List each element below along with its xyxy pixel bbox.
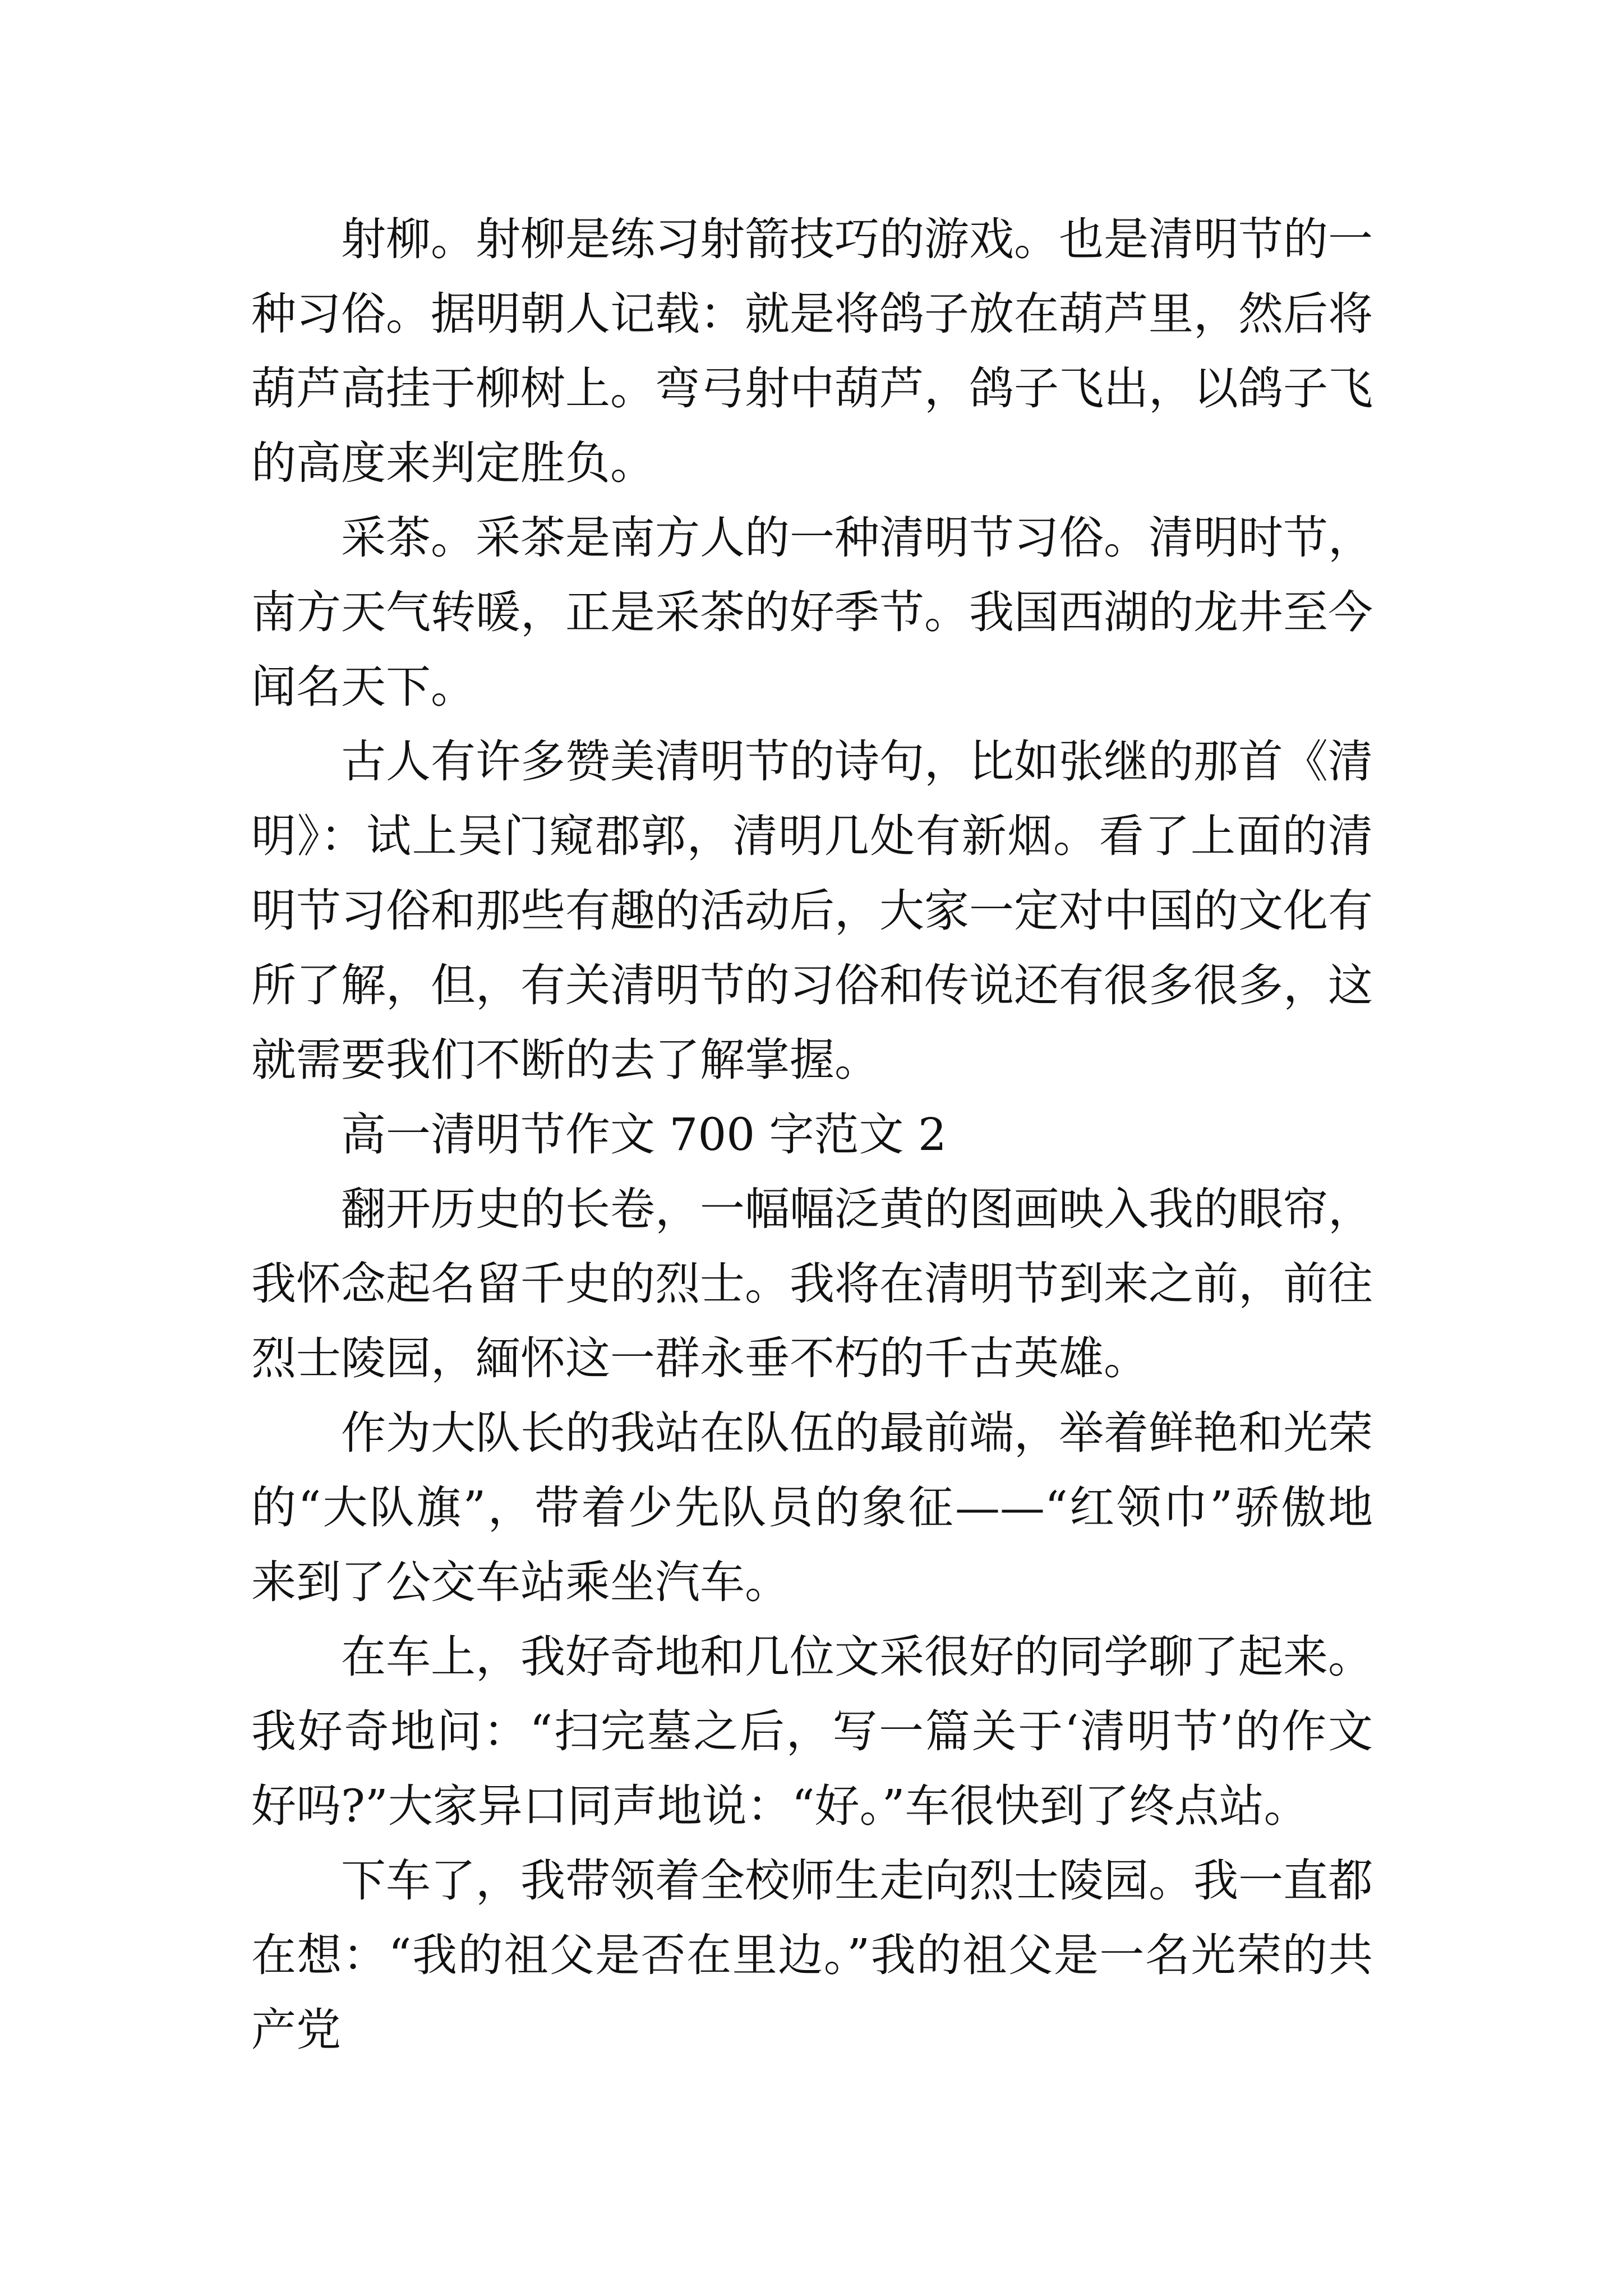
paragraph-cemetery: 下车了，我带领着全校师生走向烈士陵园。我一直都在想：“我的祖父是否在里边。”我的祖父是一名光荣的共产党: [251, 1855, 1373, 2056]
document-body: [251, 202, 1373, 2067]
paragraph-sheliu: 射柳。射柳是练习射箭技巧的游戏。也是清明节的一种习俗。据明朝人记载：就是将鸽子放在葫芦里，然后将葫芦高挂于柳树上。弯弓射中葫芦，鸽子飞出，以鸽子飞的高度来判定胜负。: [251, 213, 1373, 489]
paragraph-bus: 在车上，我好奇地和几位文采很好的同学聊了起来。我好奇地问：“扫完墓之后，写一篇关于‘清明节’的作文好吗?”大家异口同声地说：“好。”车很快到了终点站。: [251, 1631, 1373, 1832]
paragraph-caicha: 采茶。采茶是南方人的一种清明节习俗。清明时节，南方天气转暖，正是采茶的好季节。我国西湖的龙井至今闻名天下。: [251, 512, 1373, 713]
paragraph-captain: 作为大队长的我站在队伍的最前端，举着鲜艳和光荣的“大队旗”，带着少先队员的象征——“红领巾”骄傲地来到了公交车站乘坐汽车。: [251, 1407, 1373, 1608]
paragraph-history: 翻开历史的长卷，一幅幅泛黄的图画映入我的眼帘，我怀念起名留千史的烈士。我将在清明节到来之前，前往烈士陵园，緬怀这一群永垂不朽的千古英雄。: [251, 1183, 1373, 1384]
paragraph-poems: 古人有许多赞美清明节的诗句，比如张继的那首《清明》：试上吴门窥郡郭，清明几处有新烟。看了上面的清明节习俗和那些有趣的活动后，大家一定对中国的文化有所了解，但，有关清明节的习俗和传说还有很多很多，这就需要我们不断的去了解掌握。: [251, 735, 1373, 1086]
section-heading: 高一清明节作文 700 字范文 2: [341, 1108, 947, 1161]
